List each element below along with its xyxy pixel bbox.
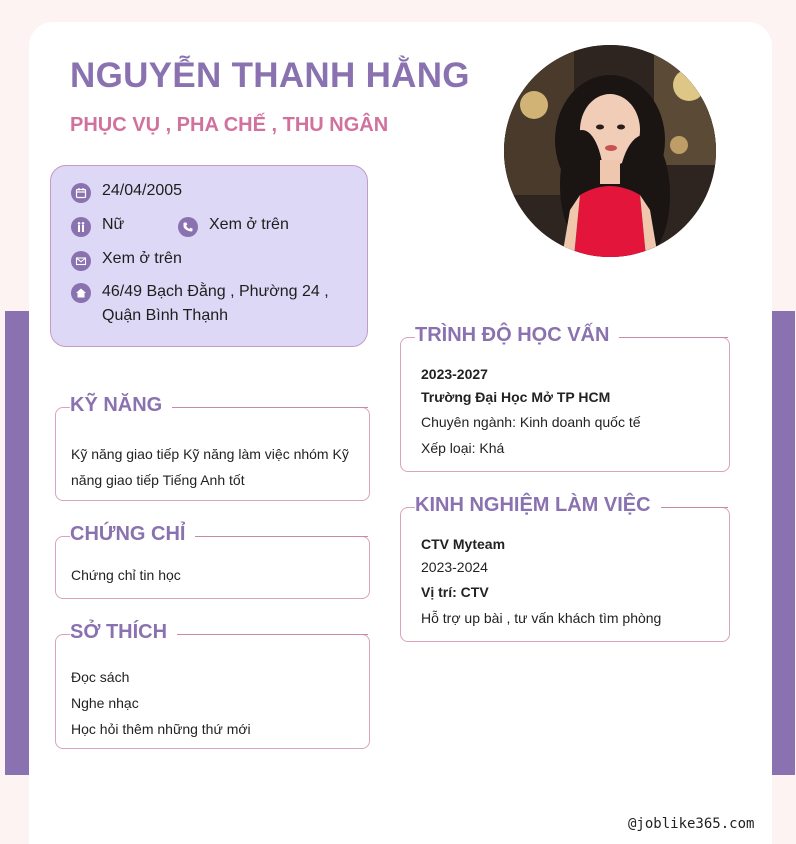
experience-title: KINH NGHIỆM LÀM VIỆC <box>415 494 661 517</box>
hobby-item: Học hỏi thêm những thứ mới <box>71 721 251 737</box>
calendar-icon <box>71 183 91 203</box>
phone-row <box>178 216 289 237</box>
skills-title-line <box>170 407 368 408</box>
skills-line-1: Kỹ năng giao tiếp Kỹ năng làm việc nhóm Kỹ <box>71 446 349 462</box>
certificate-item: Chứng chỉ tin học <box>71 567 181 583</box>
candidate-name: NGUYỄN THANH HẰNG <box>70 56 470 95</box>
phone-value[interactable]: Xem ở trên <box>209 216 289 233</box>
candidate-position: PHỤC VỤ , PHA CHẾ , THU NGÂN <box>70 114 389 136</box>
education-period: 2023-2027 <box>421 366 488 382</box>
hobbies-title-line <box>175 634 368 635</box>
hobbies-list <box>71 664 251 742</box>
experience-company: CTV Myteam <box>421 536 506 552</box>
certificates-title-line <box>192 536 368 537</box>
gender-value: Nữ <box>102 216 125 233</box>
right-accent-band <box>770 311 795 775</box>
hobby-item: Đọc sách <box>71 669 130 685</box>
education-major: Chuyên ngành: Kinh doanh quốc tế <box>421 414 641 430</box>
experience-period: 2023-2024 <box>421 559 488 575</box>
gender-row <box>71 216 124 237</box>
education-grade: Xếp loại: Khá <box>421 440 505 456</box>
hobby-item: Nghe nhạc <box>71 695 139 711</box>
avatar-photo <box>504 45 716 257</box>
email-row <box>71 250 182 271</box>
skills-title: KỸ NĂNG <box>70 394 172 417</box>
avatar <box>504 45 716 257</box>
address-value <box>102 280 329 328</box>
education-title: TRÌNH ĐỘ HỌC VẤN <box>415 324 619 347</box>
phone-icon <box>178 217 198 237</box>
gender-icon <box>71 217 91 237</box>
footer-handle: @joblike365.com <box>628 816 755 832</box>
hobbies-title: SỞ THÍCH <box>70 621 177 644</box>
left-accent-band <box>5 311 31 775</box>
dob-value: 24/04/2005 <box>102 182 183 199</box>
home-icon <box>71 283 91 303</box>
education-title-line <box>612 337 728 338</box>
certificates-title: CHỨNG CHỈ <box>70 523 195 546</box>
address-row <box>71 280 329 328</box>
email-icon <box>71 251 91 271</box>
address-line-2: Quận Bình Thạnh <box>102 307 229 324</box>
email-value[interactable]: Xem ở trên <box>102 250 182 267</box>
experience-role: Vị trí: CTV <box>421 584 489 600</box>
skills-line-2: năng giao tiếp Tiếng Anh tốt <box>71 472 245 488</box>
skills-text <box>71 441 349 493</box>
dob-row <box>71 182 182 203</box>
education-school: Trường Đại Học Mở TP HCM <box>421 389 611 405</box>
address-line-1: 46/49 Bạch Đằng , Phường 24 , <box>102 283 329 300</box>
experience-title-line <box>652 507 728 508</box>
experience-description: Hỗ trợ up bài , tư vấn khách tìm phòng <box>421 610 662 626</box>
